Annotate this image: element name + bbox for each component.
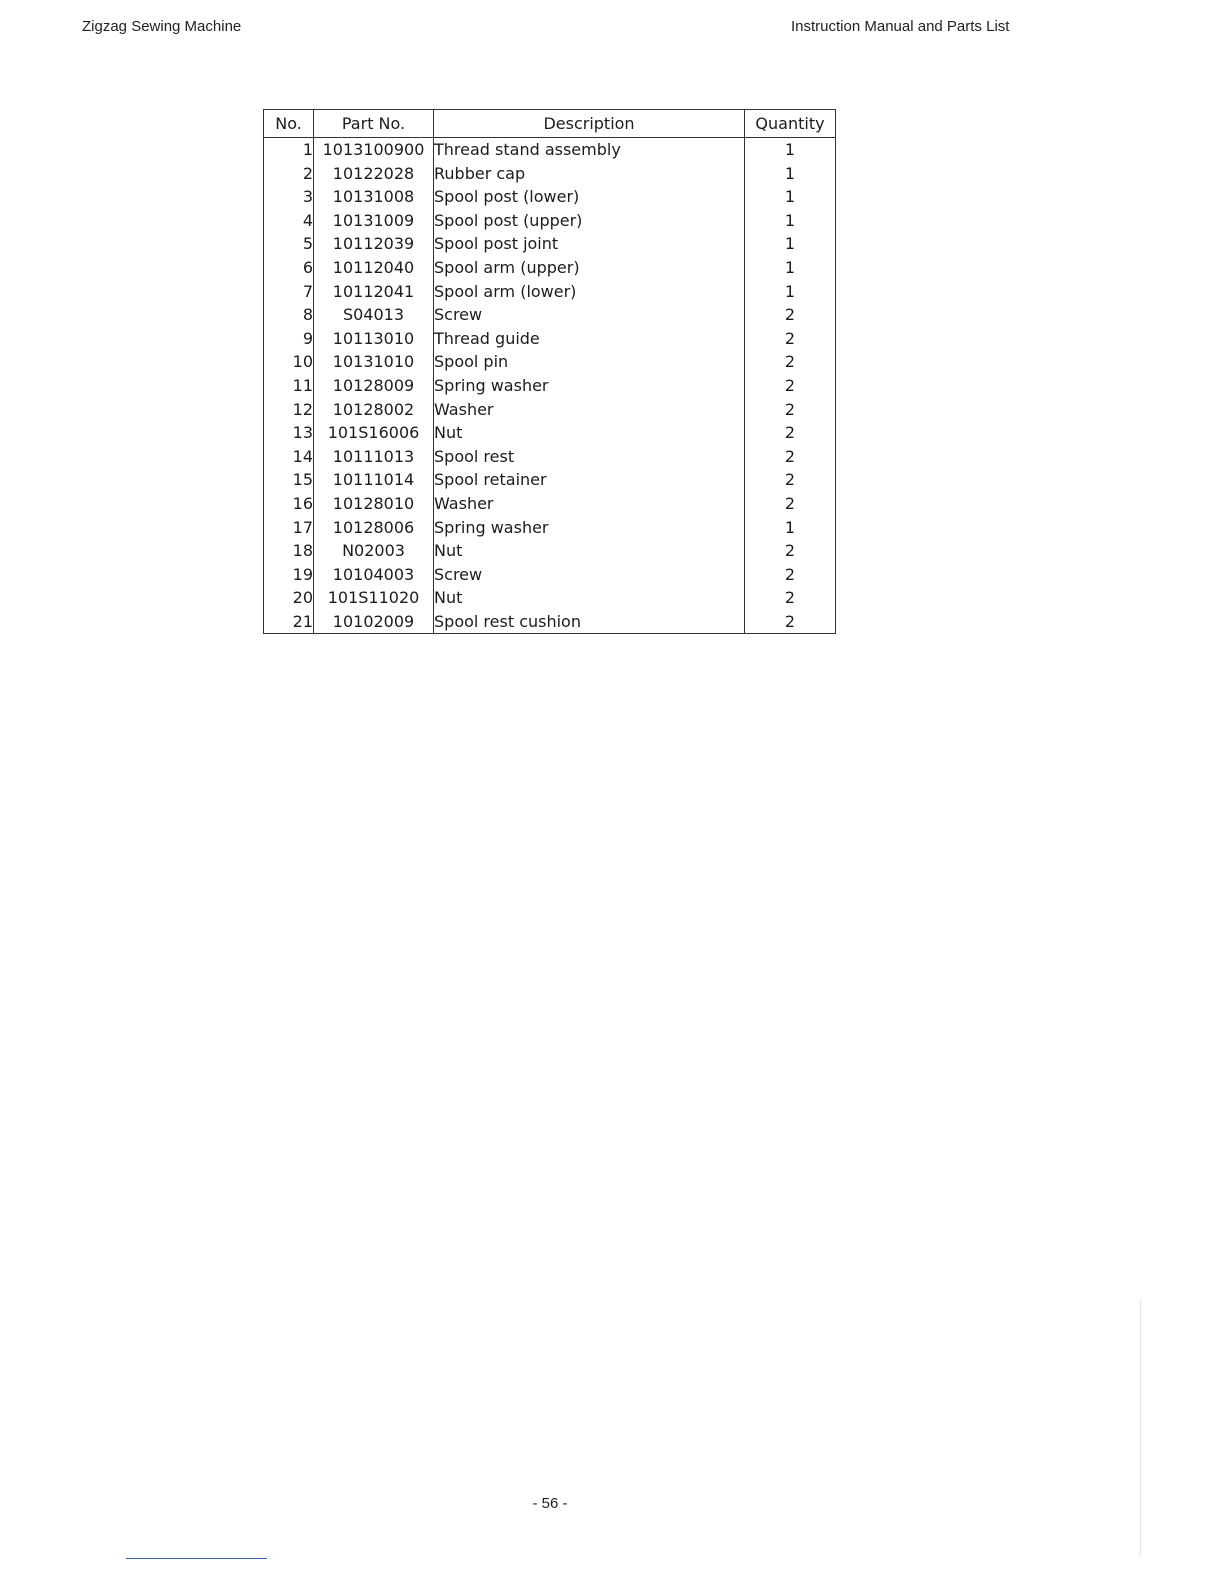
cell-no: 13 (264, 421, 314, 445)
cell-part-no: 101S16006 (314, 421, 434, 445)
cell-part-no: 10131008 (314, 185, 434, 209)
table-row (264, 398, 836, 422)
cell-part-no: N02003 (314, 539, 434, 563)
cell-quantity: 2 (745, 586, 836, 610)
cell-no: 16 (264, 492, 314, 516)
cell-description: Spring washer (434, 374, 745, 398)
table-row (264, 303, 836, 327)
table-row (264, 209, 836, 233)
cell-quantity: 1 (745, 209, 836, 233)
cell-no: 17 (264, 516, 314, 540)
cell-quantity: 1 (745, 256, 836, 280)
cell-description: Nut (434, 539, 745, 563)
cell-description: Spool rest cushion (434, 610, 745, 634)
scan-edge-line (1140, 1300, 1141, 1555)
cell-description: Rubber cap (434, 162, 745, 186)
cell-quantity: 2 (745, 539, 836, 563)
cell-no: 5 (264, 232, 314, 256)
cell-no: 6 (264, 256, 314, 280)
page-number: - 56 - (532, 1495, 568, 1512)
cell-description: Nut (434, 421, 745, 445)
cell-quantity: 1 (745, 516, 836, 540)
table-row (264, 280, 836, 304)
cell-quantity: 2 (745, 468, 836, 492)
cell-part-no: 10112039 (314, 232, 434, 256)
cell-no: 12 (264, 398, 314, 422)
cell-no: 14 (264, 445, 314, 469)
cell-description: Spool retainer (434, 468, 745, 492)
table-row (264, 162, 836, 186)
cell-part-no: 10128002 (314, 398, 434, 422)
cell-no: 20 (264, 586, 314, 610)
table-row (264, 539, 836, 563)
cell-part-no: 10128010 (314, 492, 434, 516)
cell-part-no: 10122028 (314, 162, 434, 186)
cell-quantity: 2 (745, 327, 836, 351)
table-row (264, 445, 836, 469)
cell-no: 11 (264, 374, 314, 398)
cell-quantity: 2 (745, 398, 836, 422)
cell-part-no: 10131010 (314, 350, 434, 374)
cell-quantity: 2 (745, 563, 836, 587)
cell-description: Washer (434, 398, 745, 422)
cell-description: Nut (434, 586, 745, 610)
column-header-description: Description (434, 110, 745, 138)
table-row (264, 185, 836, 209)
cell-quantity: 2 (745, 610, 836, 634)
cell-part-no: 101S11020 (314, 586, 434, 610)
header-manual-title: Instruction Manual and Parts List (791, 18, 1010, 35)
cell-part-no: 10131009 (314, 209, 434, 233)
cell-quantity: 2 (745, 374, 836, 398)
table-row (264, 232, 836, 256)
header-doc-title: Zigzag Sewing Machine (82, 18, 242, 35)
cell-quantity: 1 (745, 280, 836, 304)
table-row (264, 138, 836, 162)
cell-quantity: 1 (745, 138, 836, 162)
cell-quantity: 1 (745, 162, 836, 186)
cell-description: Spool post (upper) (434, 209, 745, 233)
cell-quantity: 2 (745, 350, 836, 374)
cell-no: 3 (264, 185, 314, 209)
cell-no: 15 (264, 468, 314, 492)
table-row (264, 327, 836, 351)
cell-part-no: 10112041 (314, 280, 434, 304)
cell-quantity: 2 (745, 492, 836, 516)
cell-description: Spool post joint (434, 232, 745, 256)
cell-description: Spool post (lower) (434, 185, 745, 209)
parts-table-body (264, 138, 836, 634)
footer-divider (126, 1558, 267, 1559)
cell-no: 1 (264, 138, 314, 162)
cell-part-no: S04013 (314, 303, 434, 327)
table-row (264, 468, 836, 492)
cell-description: Spool pin (434, 350, 745, 374)
cell-no: 2 (264, 162, 314, 186)
cell-no: 4 (264, 209, 314, 233)
parts-table (263, 109, 836, 634)
cell-quantity: 1 (745, 185, 836, 209)
cell-no: 7 (264, 280, 314, 304)
cell-part-no: 10104003 (314, 563, 434, 587)
cell-part-no: 10128009 (314, 374, 434, 398)
cell-description: Screw (434, 563, 745, 587)
cell-description: Spool rest (434, 445, 745, 469)
cell-description: Spool arm (upper) (434, 256, 745, 280)
column-header-quantity: Quantity (745, 110, 836, 138)
cell-part-no: 10111014 (314, 468, 434, 492)
cell-no: 8 (264, 303, 314, 327)
cell-no: 21 (264, 610, 314, 634)
cell-no: 18 (264, 539, 314, 563)
cell-part-no: 10102009 (314, 610, 434, 634)
column-header-part-no: Part No. (314, 110, 434, 138)
cell-description: Screw (434, 303, 745, 327)
cell-quantity: 1 (745, 232, 836, 256)
cell-part-no: 10111013 (314, 445, 434, 469)
column-header-no: No. (264, 110, 314, 138)
table-row (264, 563, 836, 587)
cell-part-no: 10113010 (314, 327, 434, 351)
cell-part-no: 1013100900 (314, 138, 434, 162)
table-row (264, 350, 836, 374)
cell-description: Washer (434, 492, 745, 516)
cell-no: 19 (264, 563, 314, 587)
cell-description: Spring washer (434, 516, 745, 540)
cell-description: Thread guide (434, 327, 745, 351)
cell-part-no: 10112040 (314, 256, 434, 280)
cell-description: Thread stand assembly (434, 138, 745, 162)
cell-quantity: 2 (745, 445, 836, 469)
cell-part-no: 10128006 (314, 516, 434, 540)
table-row (264, 492, 836, 516)
table-header-row (264, 110, 836, 138)
table-row (264, 610, 836, 634)
table-row (264, 586, 836, 610)
cell-no: 10 (264, 350, 314, 374)
cell-description: Spool arm (lower) (434, 280, 745, 304)
table-row (264, 256, 836, 280)
table-row (264, 516, 836, 540)
cell-quantity: 2 (745, 303, 836, 327)
table-row (264, 421, 836, 445)
table-row (264, 374, 836, 398)
cell-quantity: 2 (745, 421, 836, 445)
cell-no: 9 (264, 327, 314, 351)
